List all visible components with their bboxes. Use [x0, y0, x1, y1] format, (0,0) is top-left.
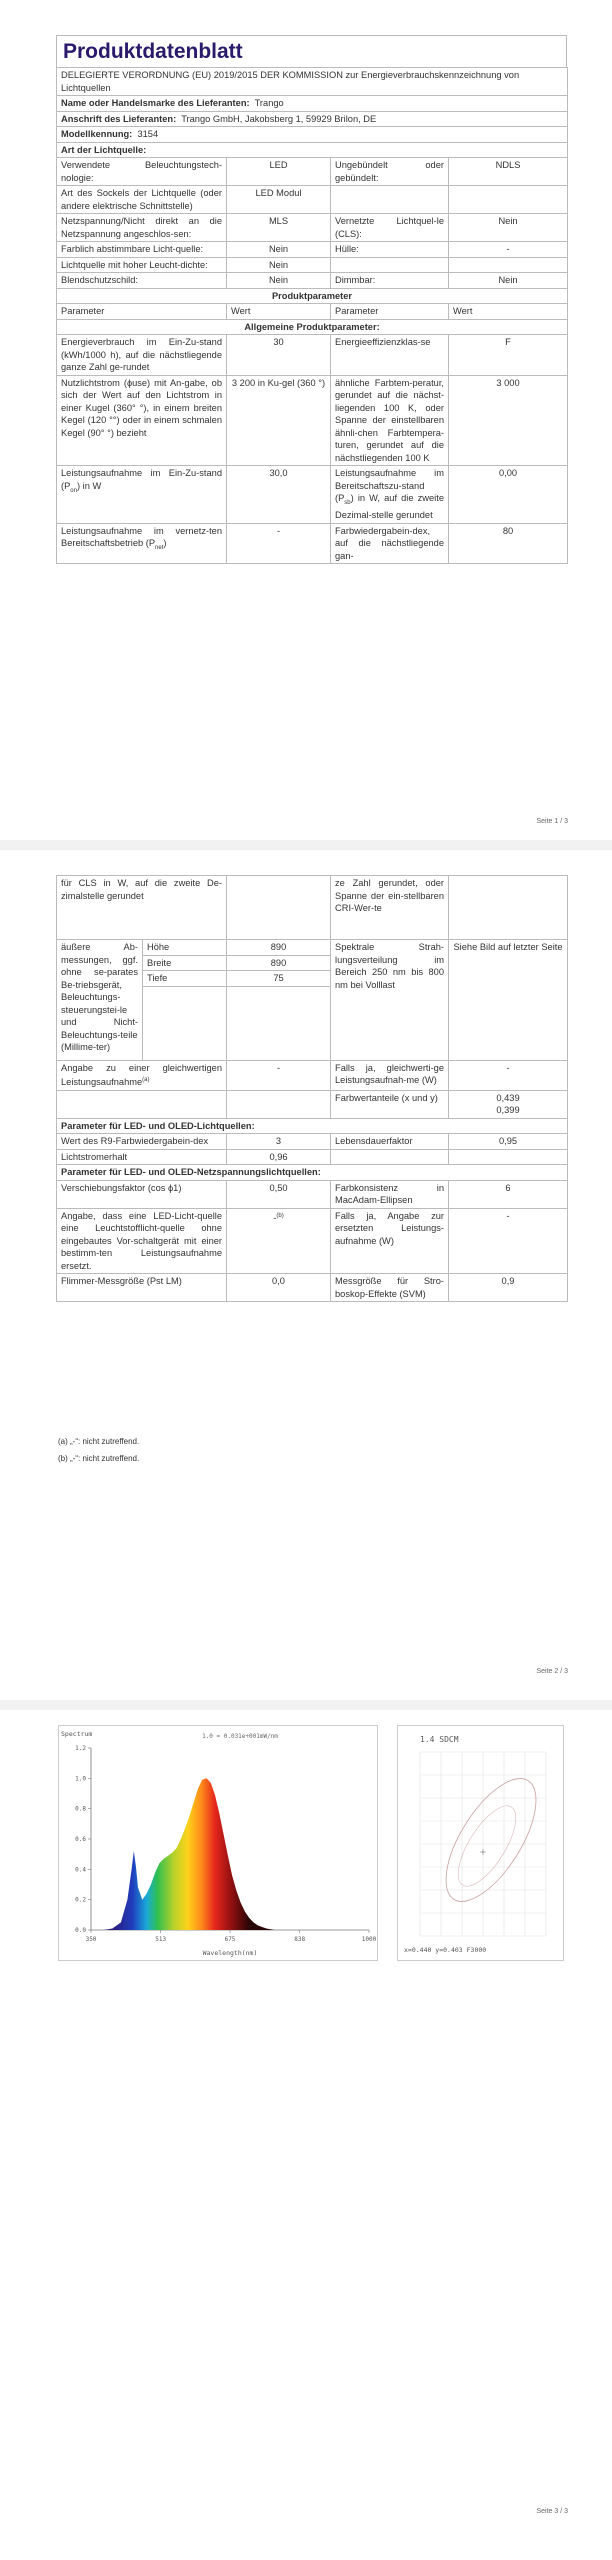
param-label: Angabe, dass eine LED-Licht-quelle eine Leuchtstofflicht-quelle ohne eingebautes Vor-schaltgerät mit einer bestimm-ten Leistungsaufnahme ersetzt.	[57, 1208, 227, 1274]
footnote-b: (b) „-“: nicht zutreffend.	[58, 1454, 140, 1463]
param-value: 0,96	[227, 1149, 331, 1165]
param-row	[57, 1274, 568, 1302]
mains-header: Parameter für LED- und OLED-Netzspannungslichtquellen:	[57, 1165, 568, 1181]
param-label: Leistungsaufnahme im Bereitschaftszu-stand $(P_{sb})$ in W, auf die zweite Dezimal-stelle gerundet	[331, 466, 449, 524]
param-value: 3	[227, 1134, 331, 1150]
y-tick-label: 0.2	[75, 1896, 86, 1904]
param-label: Ungebündelt oder gebündelt:	[331, 158, 449, 186]
x-tick-label: 350	[85, 1936, 97, 1943]
y-tick-label: 1.0	[75, 1775, 86, 1783]
param-label: Farbwiedergabein-dex, auf die nächstliegende gan-	[331, 523, 449, 564]
param-value	[227, 876, 331, 940]
param-value	[227, 1090, 331, 1118]
datasheet-table	[56, 67, 568, 564]
param-value: 3 200 in Ku-gel (360 °)	[227, 375, 331, 466]
y-axis-label: Spectrum	[61, 1730, 93, 1738]
x-tick-label: 513	[155, 1936, 167, 1943]
param-value: LED Modul	[227, 186, 331, 214]
col-param: Parameter	[57, 304, 227, 320]
dimensions-label: äußere Ab-messungen, ggf. ohne se-parates Be-triebsgerät, Beleuchtungs-steuerungstei-le und Nicht-Beleuchtungs-teile (Millime-ter)	[57, 940, 143, 1061]
param-label: Spektrale Strah-lungsverteilung im Bereich 250 nm bis 800 nm bei Volllast	[331, 940, 449, 1061]
param-row	[57, 523, 568, 564]
param-value: 30	[227, 335, 331, 376]
param-value	[449, 186, 568, 214]
address-row	[57, 111, 568, 127]
param-value	[449, 257, 568, 273]
param-label: Netzspannung/Nicht direkt an die Netzspannung angeschlos-sen:	[57, 214, 227, 242]
param-label: Farblich abstimmbare Licht-quelle:	[57, 242, 227, 258]
param-value: 0,9	[449, 1274, 568, 1302]
param-label: Energieverbrauch im Ein-Zu-stand (kWh/1000 h), auf die nächstliegende ganze Zahl ge-rundet	[57, 335, 227, 376]
param-label: Falls ja, Angabe zur ersetzten Leistungs-aufnahme (W)	[331, 1208, 449, 1274]
dimension-row	[57, 940, 568, 956]
model-value: 3154	[137, 129, 159, 139]
param-value: 0,00	[449, 466, 568, 524]
x-axis-label: Wavelength(nm)	[202, 1949, 258, 1957]
param-value: -	[449, 242, 568, 258]
dimension-value: 890	[227, 940, 331, 956]
chart-annotation: 1.0 = 0.031e+001mW/nm	[202, 1733, 278, 1740]
param-row	[57, 375, 568, 466]
param-label: Lichtquelle mit hoher Leucht-dichte:	[57, 257, 227, 273]
model-row	[57, 127, 568, 143]
param-row	[57, 158, 568, 186]
param-row	[57, 1180, 568, 1208]
spectrum-svg	[59, 1726, 377, 1960]
param-value: 0,95	[449, 1134, 568, 1150]
y-tick-label: 0.4	[75, 1866, 86, 1874]
param-row	[57, 1149, 568, 1165]
dimension-key: Breite	[143, 955, 227, 971]
page-title: Produktdatenblatt	[56, 35, 567, 67]
param-label	[57, 1090, 227, 1118]
param-label: Farbwertanteile (x und y)	[331, 1090, 449, 1118]
param-value: Nein	[227, 257, 331, 273]
datasheet-frame	[56, 875, 567, 1302]
param-value: NDLS	[449, 158, 568, 186]
dimension-key: Höhe	[143, 940, 227, 956]
sdcm-grid	[420, 1752, 546, 1936]
param-value: 80	[449, 523, 568, 564]
address-value: Trango GmbH, Jakobsberg 1, 59929 Brilon, DE	[181, 113, 377, 124]
macadam-ellipse-inner	[447, 1797, 526, 1894]
param-label: Nutzlichtstrom (ɸuse) mit An-gabe, ob sich der Wert auf den Lichtstrom in einer Kugel (360° °), in einem breiten Kegel (120 °°) oder in einem schmalen Kegel (90° °) bezieht	[57, 375, 227, 466]
page-number: Seite 1 / 3	[536, 818, 568, 825]
param-value: -	[227, 523, 331, 564]
page-number: Seite 2 / 3	[536, 1668, 568, 1675]
col-param: Parameter	[331, 304, 449, 320]
datasheet-frame	[56, 35, 567, 564]
type-header: Art der Lichtquelle:	[57, 142, 568, 158]
param-value: 3 000	[449, 375, 568, 466]
param-label: ähnliche Farbtem-peratur, gerundet auf die nächst-liegenden 100 K, oder Spanne der einstellbaren ähnli-chen Farbtempera-turen, gerundet auf die nächstliegenden 100 K	[331, 375, 449, 466]
param-label: Leistungsaufnahme im vernetz-ten Bereitschaftsbetrieb $(P_{net})$	[57, 523, 227, 564]
sdcm-footer: x=0.440 y=0.403 F3000	[404, 1946, 487, 1954]
param-value: Nein	[449, 273, 568, 289]
param-label: Dimmbar:	[331, 273, 449, 289]
x-tick-label: 838	[294, 1936, 306, 1943]
param-value: 30,0	[227, 466, 331, 524]
param-value: 6	[449, 1180, 568, 1208]
param-value: -	[227, 1060, 331, 1090]
sdcm-svg	[398, 1726, 563, 1960]
param-row	[57, 186, 568, 214]
param-label: Art des Sockels der Lichtquelle (oder andere elektrische Schnittstelle)	[57, 186, 227, 214]
param-value: Nein	[227, 273, 331, 289]
page-2	[0, 850, 612, 1700]
page-separator	[0, 840, 612, 850]
param-row	[57, 242, 568, 258]
dimension-key: Tiefe	[143, 971, 227, 987]
led-header: Parameter für LED- und OLED-Lichtquellen:	[57, 1118, 568, 1134]
empty-cell	[227, 986, 331, 1060]
param-label: Hülle:	[331, 242, 449, 258]
dimension-value: 75	[227, 971, 331, 987]
param-label: Messgröße für Stro-boskop-Effekte (SVM)	[331, 1274, 449, 1302]
param-label: Angabe zu einer gleichwertigen Leistungsaufnahme$^{(a)}$	[57, 1060, 227, 1090]
param-label: für CLS in W, auf die zweite De-zimalstelle gerundet	[57, 876, 227, 940]
param-row	[57, 257, 568, 273]
param-value	[449, 1149, 568, 1165]
param-value: Siehe Bild auf letzter Seite	[449, 940, 568, 1061]
param-value: -$^{(b)}$	[227, 1208, 331, 1274]
param-value: 0,50	[227, 1180, 331, 1208]
x-tick-label: 675	[224, 1936, 236, 1943]
param-row	[57, 335, 568, 376]
page-separator	[0, 1700, 612, 1710]
param-row	[57, 273, 568, 289]
param-value: 0,439 0,399	[449, 1090, 568, 1118]
model-label: Modellkennung:	[61, 129, 133, 139]
param-row	[57, 1134, 568, 1150]
param-label	[331, 186, 449, 214]
param-label: Wert des R9-Farbwiedergabein-dex	[57, 1134, 227, 1150]
datasheet-table	[56, 875, 568, 1302]
supplier-label: Name oder Handelsmarke des Lieferanten:	[61, 98, 250, 108]
param-row	[57, 466, 568, 524]
param-label: Flimmer-Messgröße (Pst LM)	[57, 1274, 227, 1302]
param-value: MLS	[227, 214, 331, 242]
empty-cell	[143, 986, 227, 1060]
param-label: Leistungsaufnahme im Ein-Zu-stand $(P_{on})$ in W	[57, 466, 227, 524]
spectrum-area	[104, 1778, 275, 1930]
address-label: Anschrift des Lieferanten:	[61, 113, 177, 124]
param-label: Falls ja, gleichwerti-ge Leistungsaufnah-me (W)	[331, 1060, 449, 1090]
param-value: -	[449, 1060, 568, 1090]
sdcm-title: 1.4 SDCM	[420, 1735, 459, 1744]
col-value: Wert	[227, 304, 331, 320]
col-value: Wert	[449, 304, 568, 320]
param-row	[57, 1060, 568, 1090]
param-label: Blendschutzschild:	[57, 273, 227, 289]
dimension-value: 890	[227, 955, 331, 971]
param-value	[449, 876, 568, 940]
param-value: LED	[227, 158, 331, 186]
y-tick-label: 0.0	[75, 1927, 86, 1934]
param-label: Verschiebungsfaktor (cos ϕ1)	[57, 1180, 227, 1208]
param-value: Nein	[227, 242, 331, 258]
param-label: Energieeffizienzklas-se	[331, 335, 449, 376]
supplier-value: Trango	[254, 98, 284, 108]
y-tick-label: 0.6	[75, 1836, 86, 1843]
y-tick-label: 0.8	[75, 1805, 86, 1813]
general-header: Allgemeine Produktparameter:	[57, 319, 568, 335]
supplier-row	[57, 96, 568, 112]
macadam-ellipse-outer	[428, 1765, 553, 1916]
regulation-text: DELEGIERTE VERORDNUNG (EU) 2019/2015 DER KOMMISSION zur Energieverbrauchskennzeichnung von Lichtquellen	[57, 68, 568, 96]
param-label: Vernetzte Lichtquel-le (CLS):	[331, 214, 449, 242]
spectrum-chart	[58, 1725, 378, 1961]
param-label: Lichtstromerhalt	[57, 1149, 227, 1165]
sdcm-chart	[397, 1725, 564, 1961]
param-value: Nein	[449, 214, 568, 242]
param-label: Verwendete Beleuchtungstech-nologie:	[57, 158, 227, 186]
param-row	[57, 1208, 568, 1274]
param-row	[57, 1090, 568, 1118]
param-value: -	[449, 1208, 568, 1274]
x-tick-label: 1000	[361, 1936, 377, 1943]
page-1	[0, 0, 612, 840]
page-3	[0, 1710, 612, 2560]
page-number: Seite 3 / 3	[536, 2508, 568, 2515]
param-label: Farbkonsistenz in MacAdam-Ellipsen	[331, 1180, 449, 1208]
param-label: Lebensdauerfaktor	[331, 1134, 449, 1150]
param-label: ze Zahl gerundet, oder Spanne der ein-stellbaren CRI-Wer-te	[331, 876, 449, 940]
chromaticity-point	[482, 1851, 484, 1853]
param-value: F	[449, 335, 568, 376]
y-tick-label: 1.2	[75, 1745, 86, 1752]
param-value: 0,0	[227, 1274, 331, 1302]
param-label	[331, 1149, 449, 1165]
params-header: Produktparameter	[57, 288, 568, 304]
param-row	[57, 214, 568, 242]
param-label	[331, 257, 449, 273]
footnote-a: (a) „-“: nicht zutreffend.	[58, 1437, 140, 1446]
